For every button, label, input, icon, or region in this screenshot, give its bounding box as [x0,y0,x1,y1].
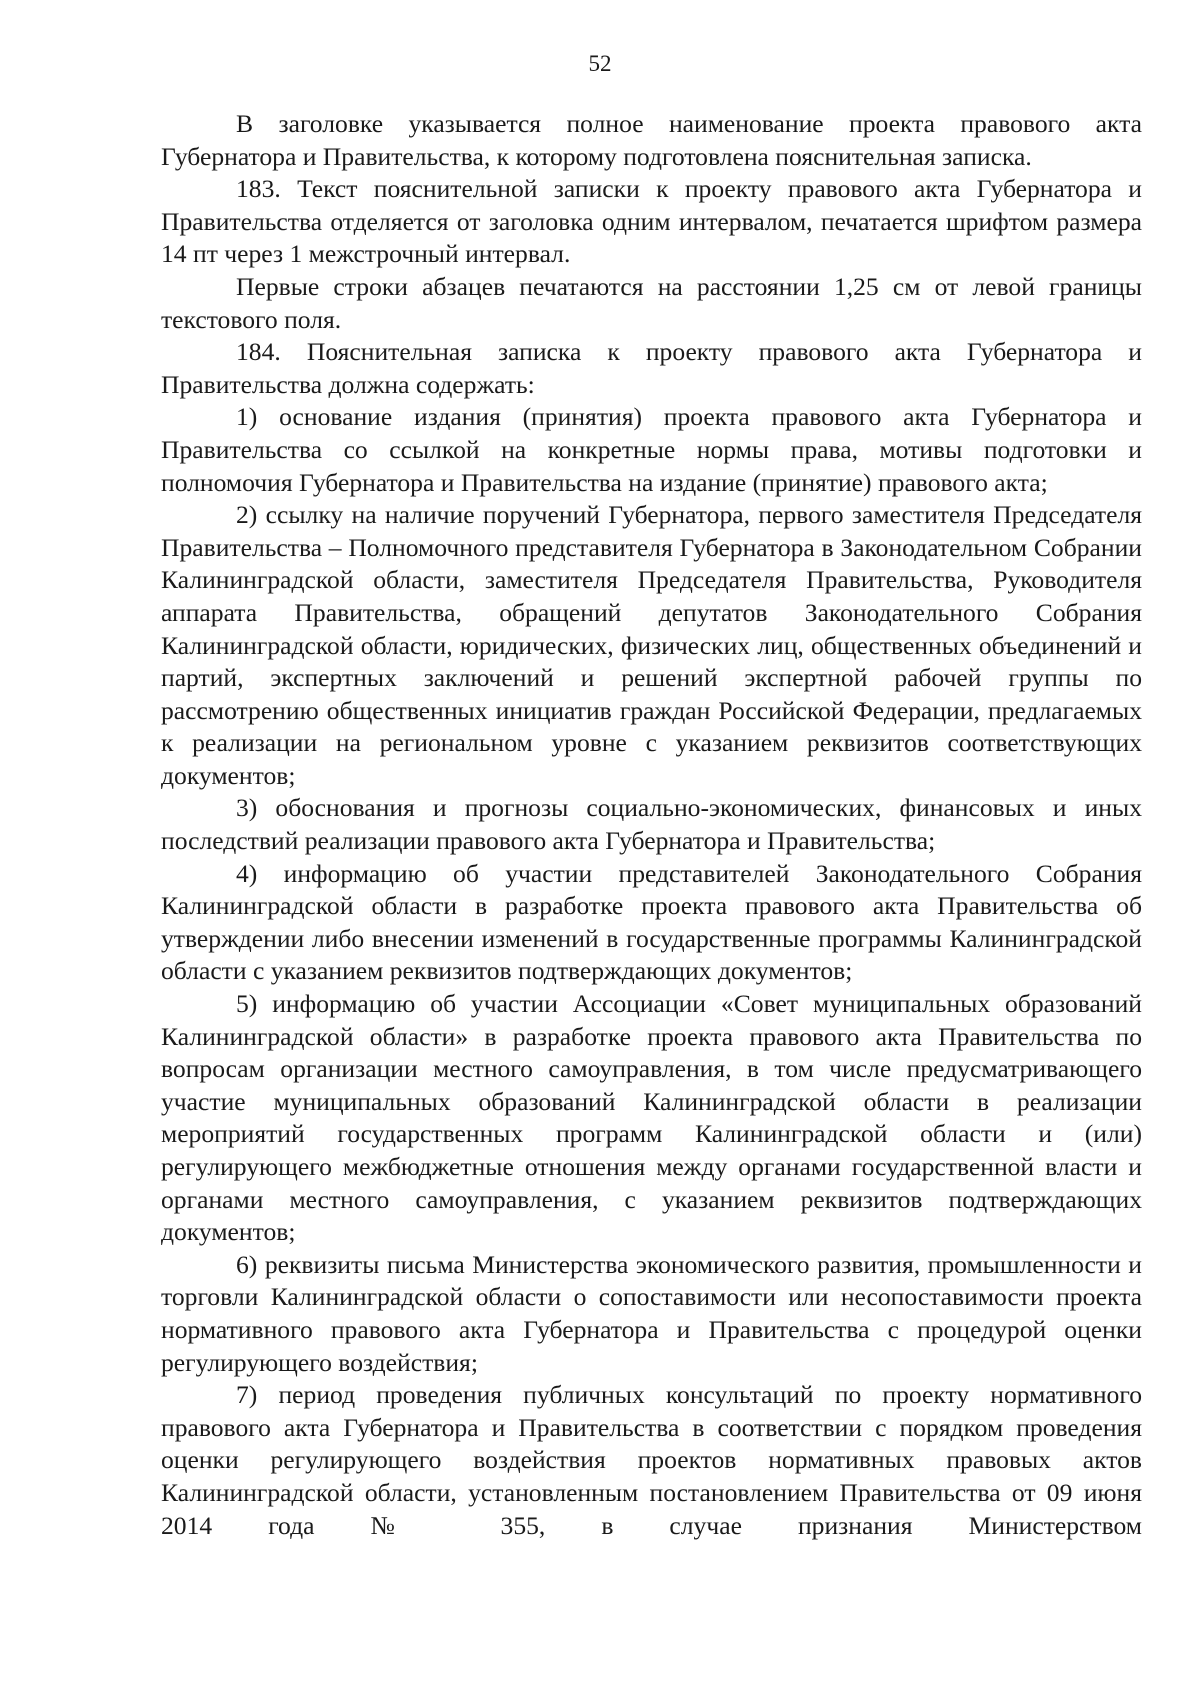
paragraph-184: 184. Пояснительная записка к проекту правового акта Губернатора и Правительства должна содержать: [161,337,1142,399]
paragraph-183: 183. Текст пояснительной записки к проекту правового акта Губернатора и Правительства отделяется от заголовка одним интервалом, печатается шрифтом размера 14 пт через 1 межстрочный интервал. [161,174,1142,269]
list-item-5: 5) информацию об участии Ассоциации «Совет муниципальных образований Калининградской области» в разработке проекта правового акта Правительства по вопросам организации местного самоуправления, в том числе предусматривающего участие муниципальных образований Калининградской области в реализации мероприятий государственных программ Калининградской области и (или) регулирующего межбюджетные отношения между органами государственной власти и органами местного самоуправления, с указанием реквизитов подтверждающих документов; [161,989,1142,1247]
list-item-1: 1) основание издания (принятия) проекта правового акта Губернатора и Правительства со ссылкой на конкретные нормы права, мотивы подготовки и полномочия Губернатора и Правительства на издание (принятие) правового акта; [161,402,1142,497]
page-number: 52 [588,51,612,76]
list-item-6: 6) реквизиты письма Министерства экономического развития, промышленности и торговли Калининградской области о сопоставимости или несопоставимости проекта нормативного правового акта Губернатора и Правительства с процедурой оценки регулирующего воздействия; [161,1249,1142,1377]
list-item-7: 7) период проведения публичных консультаций по проекту нормативного правового акта Губернатора и Правительства в соответствии с порядком проведения оценки регулирующего воздействия проектов нормативных правовых актов Калининградской области, установленным постановлением Правительства от 09 июня 2014 года № 355, в случае признания Министерством [161,1380,1142,1540]
paragraph-indent-note: Первые строки абзацев печатаются на расстоянии 1,25 см от левой границы текстового поля. [161,271,1142,334]
paragraph-title-note: В заголовке указывается полное наименование проекта правового акта Губернатора и Правительства, к которому подготовлена пояснительная записка. [161,109,1142,171]
list-item-2: 2) ссылку на наличие поручений Губернатора, первого заместителя Председателя Правительства – Полномочного представителя Губернатора в Законодательном Собрании Калининградской области, заместителя Председателя Правительства, Руководителя аппарата Правительства, обращений депутатов Законодательного Собрания Калининградской области, юридических, физических лиц, общественных объединений и партий, экспертных заключений и решений экспертной рабочей группы по рассмотрению общественных инициатив граждан Российской Федерации, предлагаемых к реализации на региональном уровне с указанием реквизитов соответствующих документов; [161,500,1142,790]
list-item-3: 3) обоснования и прогнозы социально-экономических, финансовых и иных последствий реализации правового акта Губернатора и Правительства; [161,793,1142,856]
document-body [161,108,1142,1542]
list-item-4: 4) информацию об участии представителей Законодательного Собрания Калининградской области в разработке проекта правового акта Правительства об утверждении либо внесении изменений в государственные программы Калининградской области с указанием реквизитов подтверждающих документов; [161,858,1142,986]
